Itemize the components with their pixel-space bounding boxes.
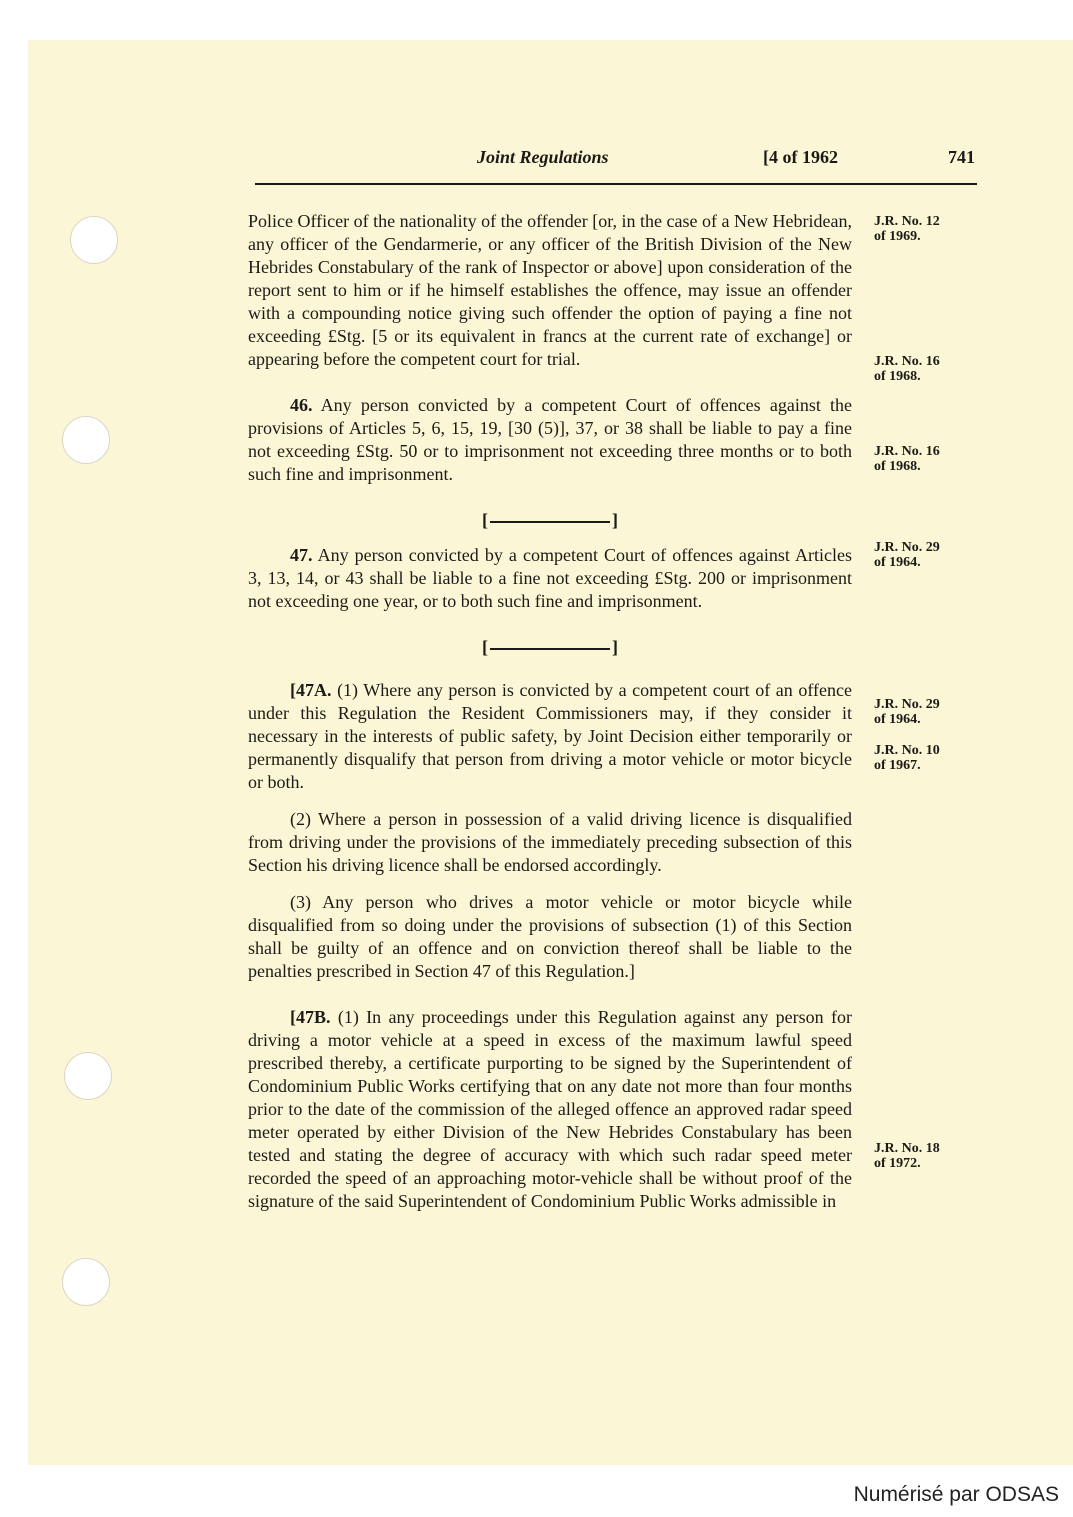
- margin-note-ref: J.R. No. 29: [874, 697, 940, 712]
- punch-hole-1: [70, 216, 118, 264]
- paragraph-continuation: Police Officer of the nationality of the offender [or, in the case of a New Hebridean, any officer of the Gendarmerie, or any officer of the British Division of the New Hebrides Constabulary of the rank of Inspector or above] upon consideration of the report sent to him or if he himself establishes the offence, may issue an offender with a compounding notice giving such offender the option of paying a fine not exceeding £Stg. [5 or its equivalent in francs at the current rate of exchange] or appearing before the competent court for trial.: [248, 211, 852, 369]
- section-46-text: Any person convicted by a competent Court of offences against the provisions of Articles 5, 6, 15, 19, [30 (5)], 37, or 38 shall be liable to pay a fine not exceeding £Stg. 50 or to imprisonment not exceeding three months or to both such fine and imprisonment.: [248, 395, 852, 484]
- margin-note-3: [874, 444, 984, 474]
- page-number: 741: [948, 147, 975, 167]
- section-46: [248, 394, 852, 486]
- omitted-bar: [490, 648, 610, 650]
- digitization-stamp: Numérisé par ODSAS: [853, 1483, 1059, 1506]
- section-47A-subsection-3: (3) Any person who drives a motor vehicle or motor bicycle while disqualified from so doing under the provisions of subsection (1) of this Section shall be guilty of an offence and on conviction thereof shall be liable to the penalties prescribed in Section 47 of this Regulation.]: [248, 892, 852, 981]
- section-47A-1-text: (1) Where any person is convicted by a competent court of an offence under this Regulation the Resident Commissioners may, if they consider it necessary in the interests of public safety, by Joint Decision either temporarily or permanently disqualify that person from driving a motor vehicle or motor bicycle or both.: [248, 680, 852, 792]
- header-rule: [255, 183, 977, 185]
- omitted-section-marker-2: [248, 636, 852, 659]
- margin-note-7: [874, 1141, 984, 1171]
- margin-note-5: [874, 697, 984, 727]
- margin-note-ref: J.R. No. 16: [874, 354, 940, 369]
- margin-note-year: of 1969.: [874, 229, 921, 244]
- document-body: [248, 210, 852, 1236]
- margin-note-ref: J.R. No. 29: [874, 540, 940, 555]
- header-act: [4 of 1962: [763, 147, 838, 167]
- omitted-bar: [490, 521, 610, 523]
- omitted-section-marker-1: [248, 509, 852, 532]
- section-47A-subsection-2: (2) Where a person in possession of a valid driving licence is disqualified from driving under the provisions of the immediately preceding subsection of this Section his driving licence shall be endorsed accordingly.: [248, 809, 852, 875]
- margin-note-year: of 1968.: [874, 459, 921, 474]
- omitted-close-bracket: ]: [612, 637, 618, 657]
- punch-hole-4: [62, 1258, 110, 1306]
- section-47-number: 47.: [290, 545, 313, 565]
- margin-note-1: [874, 214, 984, 244]
- margin-note-2: [874, 354, 984, 384]
- section-47A-number: [47A.: [290, 680, 332, 700]
- margin-note-ref: J.R. No. 18: [874, 1141, 940, 1156]
- header-title: Joint Regulations: [477, 147, 609, 167]
- omitted-open-bracket: [: [482, 510, 488, 530]
- section-47B-number: [47B.: [290, 1007, 331, 1027]
- section-46-number: 46.: [290, 395, 313, 415]
- margin-note-ref: J.R. No. 12: [874, 214, 940, 229]
- section-47: [248, 544, 852, 613]
- section-47-text: Any person convicted by a competent Court of offences against Articles 3, 13, 14, or 43 shall be liable to a fine not exceeding £Stg. 200 or imprisonment not exceeding one year, or to both such fine and imprisonment.: [248, 545, 852, 611]
- margin-note-6: [874, 743, 984, 773]
- margin-note-year: of 1967.: [874, 758, 921, 773]
- punch-hole-3: [64, 1052, 112, 1100]
- section-47A-subsection-1: [248, 679, 852, 794]
- running-header: [255, 147, 975, 171]
- punch-hole-2: [62, 416, 110, 464]
- margin-note-ref: J.R. No. 16: [874, 444, 940, 459]
- omitted-close-bracket: ]: [612, 510, 618, 530]
- margin-note-4: [874, 540, 984, 570]
- omitted-open-bracket: [: [482, 637, 488, 657]
- margin-note-ref: J.R. No. 10: [874, 743, 940, 758]
- margin-note-year: of 1964.: [874, 555, 921, 570]
- section-47B-subsection-1: [248, 1006, 852, 1213]
- margin-note-year: of 1972.: [874, 1156, 921, 1171]
- margin-note-year: of 1964.: [874, 712, 921, 727]
- margin-note-year: of 1968.: [874, 369, 921, 384]
- section-47B-1-text: (1) In any proceedings under this Regulation against any person for driving a motor vehicle at a speed in excess of the maximum lawful speed prescribed thereby, a certificate purporting to be signed by the Superintendent of Condominium Public Works certifying that on any date not more than four months prior to the date of the commission of the alleged offence an approved radar speed meter operated by either Division of the New Hebrides Constabulary has been tested and stating the degree of accuracy with which such radar speed meter recorded the speed of an approaching motor-vehicle shall be without proof of the signature of the said Superintendent of Condominium Public Works admissible in: [248, 1007, 852, 1211]
